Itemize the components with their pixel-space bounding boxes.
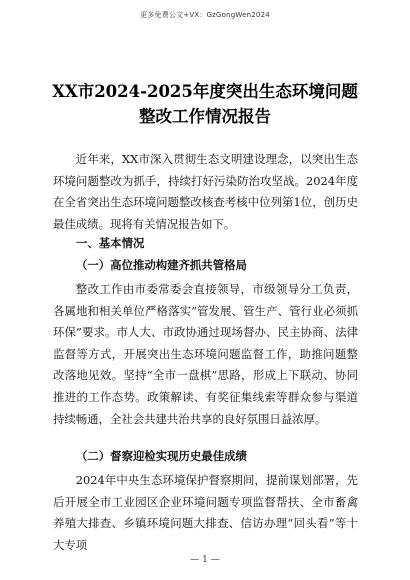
page-number: — 1 —: [190, 555, 220, 565]
document-title-line-2: 整改工作情况报告: [139, 107, 271, 126]
subsection-1-paragraph-block: [53, 279, 358, 430]
subsection-2-paragraph-block: [53, 470, 358, 556]
subsection-2-paragraph: 2024年中央生态环境保护督察期间，提前谋划部署，先后开展全市工业园区企业环境问题专项监督帮扶、全市畜禽养殖大排查、乡镇环境问题大排查、信访办理“回头看”等十大专项: [53, 473, 358, 552]
intro-paragraph: 近年来，XX市深入贯彻生态文明建设理念，以突出生态环境问题整改为抓手，持续打好污染防治攻坚战。2024年度在全省突出生态环境问题整改核查考核中位列第1位，创历史最佳成绩。现将有关情况报告如下。: [53, 152, 358, 231]
subsection-2-heading: （二）督察迎检实现历史最佳成绩: [76, 449, 247, 463]
intro-paragraph-block: [53, 149, 358, 235]
header-note: 更多免费公文+VX：GzGongWen2024: [140, 11, 270, 19]
subsection-1-paragraph: 整改工作由市委常委会直接领导，市级领导分工负责，各属地和相关单位严格落实“管发展、管生产、管行业必须抓环保”要求。市人大、市政协通过现场督办、民主协商、法律监督等方式，开展突出生态环境问题监督工作，助推问题整改落地见效。坚持“全市一盘棋”思路，形成上下联动、协同推进的工作态势。政策解读、有奖征集线索等群众参与渠道持续畅通，全社会共建共治共享的良好氛围日益浓厚。: [53, 282, 358, 426]
subsection-1-heading: （一）高位推动构建齐抓共管格局: [76, 258, 247, 272]
document-title-line-1: XX市2024-2025年度突出生态环境问题: [52, 82, 358, 101]
section-1-heading: 一、基本情况: [76, 236, 145, 250]
